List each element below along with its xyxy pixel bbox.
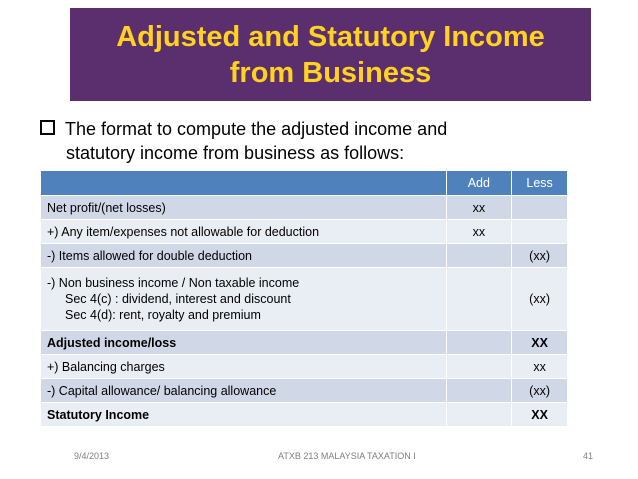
checkbox-bullet-icon (40, 120, 55, 135)
row-add (446, 268, 512, 331)
header-label (41, 171, 447, 196)
row-less: XX (512, 331, 568, 355)
header-add: Add (446, 171, 512, 196)
table-row (41, 355, 568, 379)
bullet-line2: statutory income from business as follows: (66, 143, 405, 163)
table-row (41, 196, 568, 220)
row-label: +) Any item/expenses not allowable for deduction (41, 220, 447, 244)
row-add (446, 355, 512, 379)
slide-title-line1: Adjusted and Statutory Income (116, 21, 545, 53)
footer-date: 9/4/2013 (74, 451, 110, 461)
bullet-line1: The format to compute the adjusted income and (65, 119, 448, 139)
table-row (41, 244, 568, 268)
row-add (446, 379, 512, 403)
row-label-sec4c: Sec 4(c) : dividend, interest and discount (65, 292, 291, 306)
row-label: -) Capital allowance/ balancing allowance (41, 379, 447, 403)
table-header-row (41, 171, 568, 196)
row-label: Net profit/(net losses) (41, 196, 447, 220)
row-less: XX (512, 403, 568, 427)
row-add: xx (446, 220, 512, 244)
row-add: xx (446, 196, 512, 220)
footer-page-number: 41 (583, 451, 594, 461)
row-label: Adjusted income/loss (41, 331, 447, 355)
row-less (512, 220, 568, 244)
row-add (446, 244, 512, 268)
row-label-main: -) Non business income / Non taxable income (47, 276, 300, 290)
table-row (41, 379, 568, 403)
table-row (41, 331, 568, 355)
income-format-table (40, 170, 568, 427)
row-less: (xx) (512, 379, 568, 403)
row-label (41, 268, 447, 331)
row-label: -) Items allowed for double deduction (41, 244, 447, 268)
table-row (41, 268, 568, 331)
header-less: Less (512, 171, 568, 196)
row-label-sec4d: Sec 4(d): rent, royalty and premium (65, 308, 261, 322)
table-row (41, 220, 568, 244)
bullet-text (40, 117, 600, 165)
row-add (446, 331, 512, 355)
row-less: (xx) (512, 268, 568, 331)
row-less: xx (512, 355, 568, 379)
slide-title-line2: from Business (229, 57, 432, 89)
table-row (41, 403, 568, 427)
row-label: Statutory Income (41, 403, 447, 427)
row-less (512, 196, 568, 220)
row-add (446, 403, 512, 427)
row-label: +) Balancing charges (41, 355, 447, 379)
footer-course: ATXB 213 MALAYSIA TAXATION I (278, 451, 416, 461)
row-less: (xx) (512, 244, 568, 268)
slide-title (70, 8, 591, 101)
